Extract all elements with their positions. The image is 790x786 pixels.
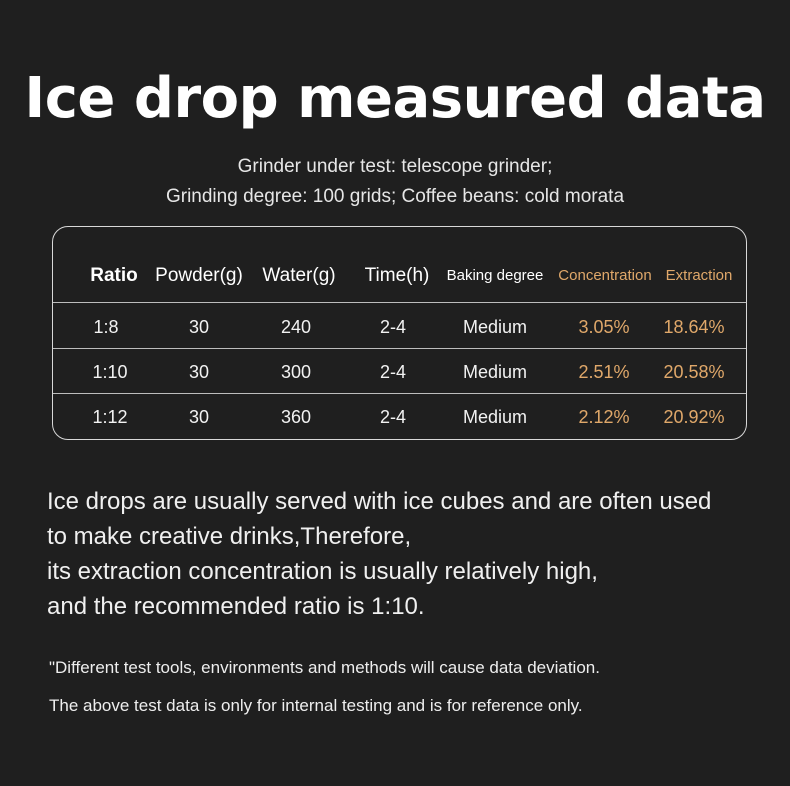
page-title: Ice drop measured data [24,66,766,131]
cell-time: 2-4 [379,407,407,427]
header-baking-degree: Baking degree [446,267,544,284]
header-ratio: Ratio [90,265,138,286]
cell-extraction: 18.64% [663,317,725,337]
cell-concentration: 3.05% [578,317,630,337]
cell-extraction: 20.58% [663,362,725,382]
disclaimer-note: The above test data is only for internal testing and is for reference only. [49,696,583,715]
cell-water: 240 [280,317,312,337]
header-concentration: Concentration [558,267,652,284]
table-row [53,315,746,339]
cell-powder: 30 [188,362,210,382]
table-divider [53,348,746,349]
cell-powder: 30 [188,407,210,427]
description-line: to make creative drinks,Therefore, [47,523,412,550]
disclaimer-note: "Different test tools, environments and methods will cause data deviation. [49,658,600,677]
description-line: and the recommended ratio is 1:10. [47,593,425,620]
table-row [53,405,746,429]
cell-baking-degree: Medium [462,407,528,427]
description-paragraph [47,484,767,624]
table-divider [53,302,746,303]
header-water: Water(g) [262,265,336,286]
header-time: Time(h) [364,265,430,286]
cell-powder: 30 [188,317,210,337]
cell-extraction: 20.92% [663,407,725,427]
data-table [52,226,747,440]
cell-ratio: 1:10 [92,362,128,382]
table-row [53,360,746,384]
cell-concentration: 2.12% [578,407,630,427]
subtitle-grinder: Grinder under test: telescope grinder; [237,156,553,177]
header-extraction: Extraction [665,267,733,284]
table-header-row [53,263,746,289]
cell-ratio: 1:8 [93,317,119,337]
subtitle-grinding-details: Grinding degree: 100 grids; Coffee beans: cold morata [165,186,625,207]
cell-baking-degree: Medium [462,362,528,382]
cell-water: 300 [280,362,312,382]
description-line: its extraction concentration is usually relatively high, [47,558,598,585]
cell-ratio: 1:12 [92,407,128,427]
header-powder: Powder(g) [155,265,243,286]
table-divider [53,393,746,394]
cell-water: 360 [280,407,312,427]
cell-concentration: 2.51% [578,362,630,382]
description-line: Ice drops are usually served with ice cubes and are often used [47,488,712,515]
cell-time: 2-4 [379,362,407,382]
cell-time: 2-4 [379,317,407,337]
cell-baking-degree: Medium [462,317,528,337]
